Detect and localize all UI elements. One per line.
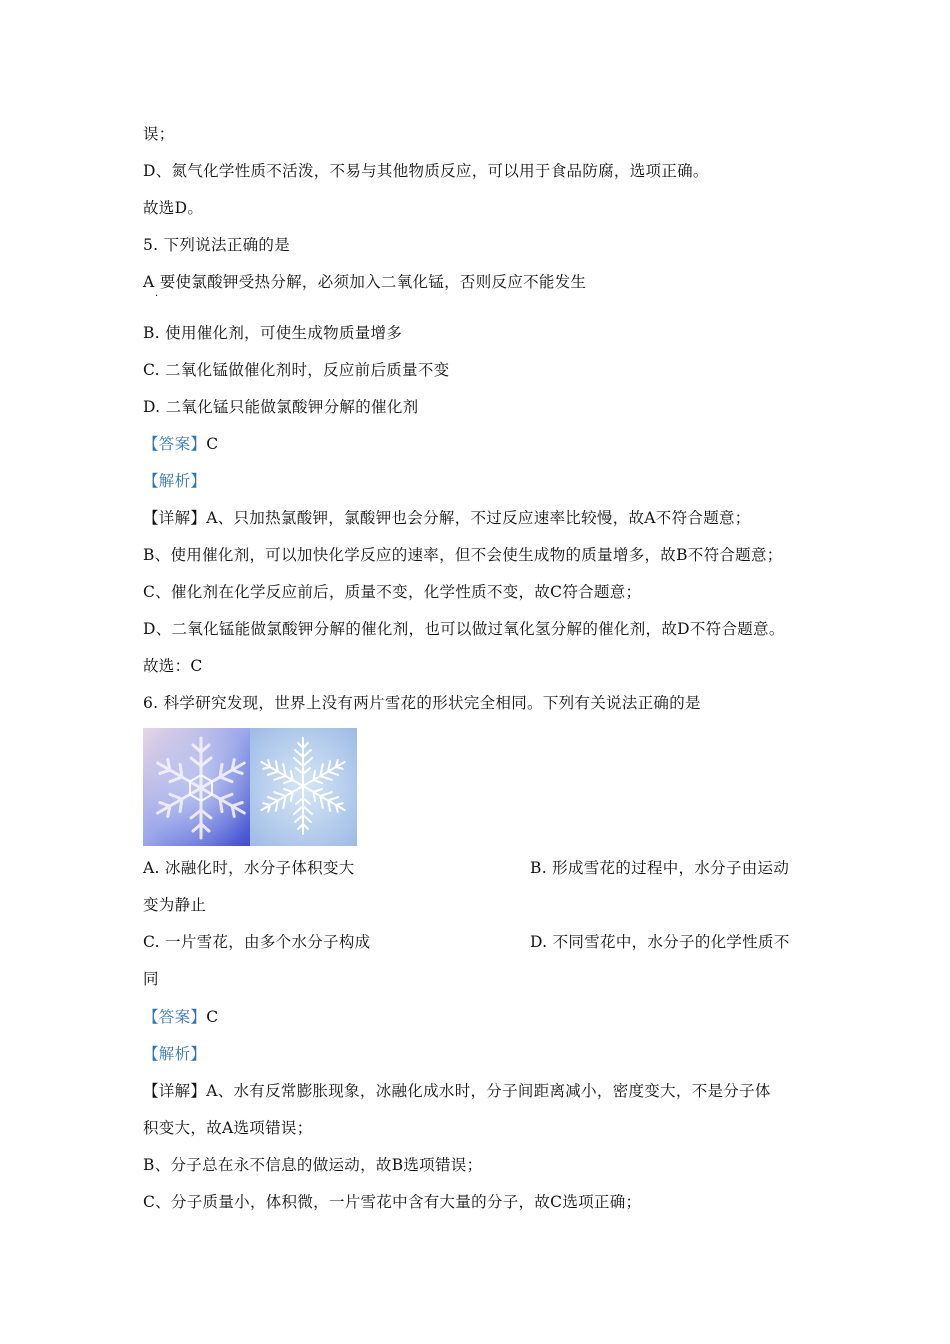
snowflake-photo-left — [143, 728, 250, 846]
option-a: A 要使氯酸钾受热分解，必须加入二氧化锰，否则反应不能发生 — [143, 273, 587, 291]
text-line: 误； — [143, 125, 175, 143]
detail-text: A、只加热氯酸钾，氯酸钾也会分解，不过反应速率比较慢，故A不符合题意； — [206, 509, 751, 527]
answer-line — [143, 1007, 218, 1027]
answer-value: C — [206, 435, 219, 453]
snowflake-photo-right — [250, 728, 357, 846]
option-c: C. 一片雪花，由多个水分子构成 — [143, 933, 371, 951]
text-line: B、分子总在永不信息的做运动，故B选项错误； — [143, 1156, 483, 1174]
detail-text: A、水有反常膨胀现象，冰融化成水时，分子间距离减小，密度变大，不是分子体 — [206, 1082, 771, 1100]
detail-line — [143, 1081, 771, 1101]
text-line: C、分子质量小，体积微，一片雪花中含有大量的分子，故C选项正确； — [143, 1193, 642, 1211]
analysis-label: 【解析】 — [143, 1045, 207, 1063]
answer-label: 【答案】 — [143, 435, 207, 453]
text-line: B、使用催化剂，可以加快化学反应的速率，但不会使生成物的质量增多，故B不符合题意； — [143, 546, 783, 564]
answer-value: C — [206, 1008, 219, 1026]
question-6-stem: 6. 科学研究发现，世界上没有两片雪花的形状完全相同。下列有关说法正确的是 — [143, 694, 701, 712]
detail-label: 【详解】 — [143, 1082, 207, 1100]
text-line: D、二氧化锰能做氯酸钾分解的催化剂，也可以做过氧化氢分解的催化剂，故D不符合题意。 — [143, 620, 785, 638]
snowflake-figure — [143, 728, 357, 846]
text-line: D、氮气化学性质不活泼，不易与其他物质反应，可以用于食品防腐，选项正确。 — [143, 162, 709, 180]
answer-label: 【答案】 — [143, 1008, 207, 1026]
analysis-label: 【解析】 — [143, 472, 207, 490]
detail-label: 【详解】 — [143, 509, 207, 527]
question-5-stem: 5. 下列说法正确的是 — [143, 236, 291, 254]
option-b-continued: 变为静止 — [143, 896, 207, 914]
option-a: A. 冰融化时，水分子体积变大 — [143, 859, 355, 877]
bullet-dot: · — [155, 291, 159, 302]
option-d-continued: 同 — [143, 970, 159, 988]
option-b: B. 使用催化剂，可使生成物质量增多 — [143, 324, 403, 342]
text-line: 积变大，故A选项错误； — [143, 1119, 313, 1137]
answer-line — [143, 434, 218, 454]
text-line: C、催化剂在化学反应前后，质量不变，化学性质不变，故C符合题意； — [143, 583, 642, 601]
detail-line — [143, 508, 751, 528]
option-d: D. 不同雪花中，水分子的化学性质不 — [530, 933, 790, 951]
text-line: 故选D。 — [143, 199, 204, 217]
option-b: B. 形成雪花的过程中，水分子由运动 — [530, 859, 790, 877]
text-line: 故选：C — [143, 657, 203, 675]
option-d: D. 二氧化锰只能做氯酸钾分解的催化剂 — [143, 398, 419, 416]
option-c: C. 二氧化锰做催化剂时，反应前后质量不变 — [143, 361, 450, 379]
